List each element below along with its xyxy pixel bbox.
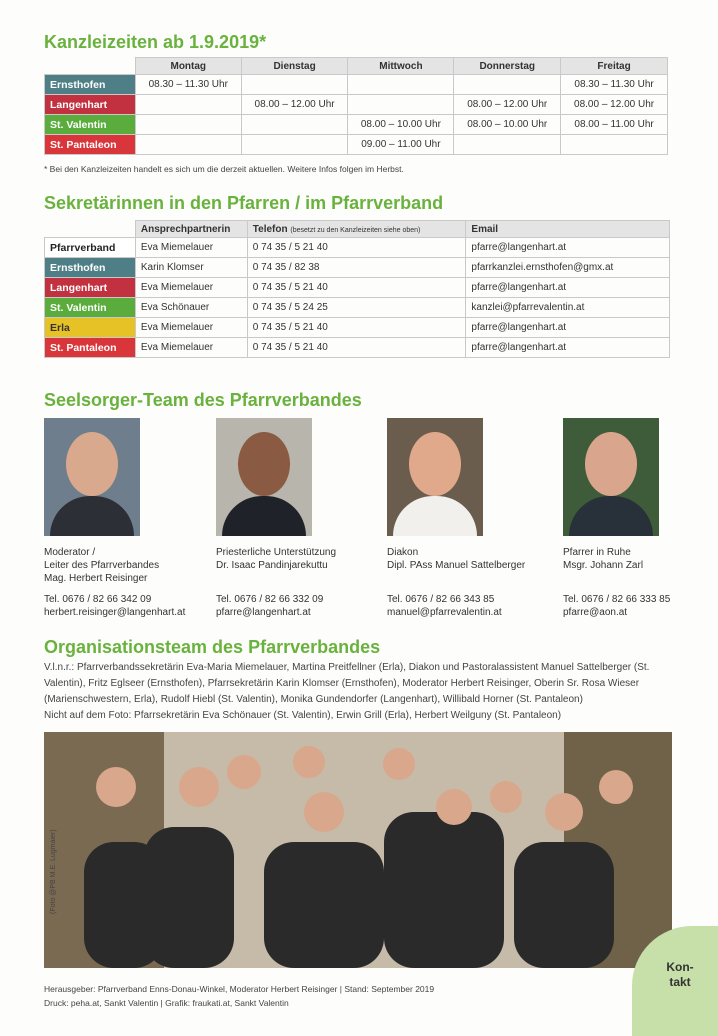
day-header: Mittwoch: [348, 58, 454, 75]
time-cell: 08.00 – 12.00 Uhr: [454, 95, 561, 115]
office-hours-title: Kanzleizeiten ab 1.9.2019*: [44, 32, 267, 52]
table-row: [45, 258, 670, 278]
time-cell: [241, 115, 348, 135]
office-hours-note: * Bei den Kanzleizeiten handelt es sich um die derzeit aktuellen. Weitere Infos folgen im Herbst.: [44, 164, 404, 174]
org-absent-line: Nicht auf dem Foto: Pfarrsekretärin Eva Schönauer (St. Valentin), Erwin Grill (Erla), Herbert Weilguny (St. Pantaleon): [44, 710, 562, 721]
member-role: Leiter des Pfarrverbandes: [44, 560, 160, 571]
parish-label: St. Valentin: [45, 298, 136, 318]
contact-cell: Eva Schönauer: [135, 298, 247, 318]
table-row: [45, 338, 670, 358]
email-cell: pfarre@langenhart.at: [466, 318, 670, 338]
secretaries-table: [44, 220, 670, 358]
table-row: [45, 135, 668, 155]
member-role: Moderator /: [44, 547, 96, 558]
org-members-line: V.l.n.r.: Pfarrverbandssekretärin Eva-Maria Miemelauer, Martina Preitfellner (Erla), Diakon und Pastoralassistent Manuel Sattelberger (St. Valentin), Fritz Eglseer (Ernsthofen), Pfarrsekretärin Karin Klomser (Ernsthofen), Moderator Herbert Reisinger, Oberin Sr. Rosa Wieser (Marienschwestern, Erla), Rudolf Hiebl (St. Valentin), Monika Gundendorfer (Langenhart), Willibald Horner (St. Pantaleon): [44, 662, 650, 705]
parish-label: Erla: [45, 318, 136, 338]
group-photo: [44, 732, 672, 968]
time-cell: 08.00 – 12.00 Uhr: [241, 95, 348, 115]
table-row: [45, 115, 668, 135]
day-header: Donnerstag: [454, 58, 561, 75]
parish-label: Ernsthofen: [45, 75, 136, 95]
imprint-print: Druck: peha.at, Sankt Valentin | Grafik: fraukati.at, Sankt Valentin: [44, 998, 289, 1008]
org-title: Organisationsteam des Pfarrverbandes: [44, 637, 381, 657]
email-cell: pfarre@langenhart.at: [466, 278, 670, 298]
corner-cell: [45, 221, 136, 238]
parish-label: St. Pantaleon: [45, 338, 136, 358]
member-email[interactable]: pfarre@aon.at: [563, 607, 628, 618]
member-name: Msgr. Johann Zarl: [563, 560, 644, 571]
tab-label: takt: [669, 975, 691, 989]
contact-cell: Eva Miemelauer: [135, 338, 247, 358]
parish-label: Ernsthofen: [45, 258, 136, 278]
member-phone: Tel. 0676 / 82 66 333 85: [563, 594, 671, 605]
portrait-photo: [387, 418, 483, 536]
email-cell: pfarrkanzlei.ernsthofen@gmx.at: [466, 258, 670, 278]
team-title: Seelsorger-Team des Pfarrverbandes: [44, 390, 362, 410]
table-row: [45, 318, 670, 338]
member-name: Dr. Isaac Pandinjarekuttu: [216, 560, 328, 571]
table-row: [45, 278, 670, 298]
email-cell: pfarre@langenhart.at: [466, 238, 670, 258]
member-email[interactable]: herbert.reisinger@langenhart.at: [44, 607, 186, 618]
team-member: [44, 418, 214, 619]
time-cell: [348, 95, 454, 115]
time-cell: [454, 75, 561, 95]
time-cell: 08.00 – 11.00 Uhr: [561, 115, 668, 135]
phone-cell: 0 74 35 / 5 21 40: [247, 318, 466, 338]
portrait-photo: [44, 418, 140, 536]
time-cell: 08.00 – 10.00 Uhr: [348, 115, 454, 135]
time-cell: [135, 115, 241, 135]
team-member: [216, 418, 386, 619]
tab-label: Kon-: [666, 960, 694, 974]
table-row: [45, 95, 668, 115]
day-header: Montag: [135, 58, 241, 75]
portrait-photo: [563, 418, 659, 536]
member-phone: Tel. 0676 / 82 66 332 09: [216, 594, 324, 605]
parish-label: Langenhart: [45, 95, 136, 115]
time-cell: 09.00 – 11.00 Uhr: [348, 135, 454, 155]
member-name: Mag. Herbert Reisinger: [44, 573, 148, 584]
time-cell: [135, 135, 241, 155]
time-cell: [454, 135, 561, 155]
imprint-publisher: Herausgeber: Pfarrverband Enns-Donau-Winkel, Moderator Herbert Reisinger | Stand: September 2019: [44, 984, 435, 994]
contact-cell: Eva Miemelauer: [135, 278, 247, 298]
time-cell: [241, 75, 348, 95]
contact-cell: Eva Miemelauer: [135, 238, 247, 258]
parish-label: Langenhart: [45, 278, 136, 298]
time-cell: 08.00 – 12.00 Uhr: [561, 95, 668, 115]
phone-cell: 0 74 35 / 5 21 40: [247, 338, 466, 358]
table-row: [45, 75, 668, 95]
secretaries-title: Sekretärinnen in den Pfarren / im Pfarrverband: [44, 193, 444, 213]
email-cell: pfarre@langenhart.at: [466, 338, 670, 358]
member-email[interactable]: pfarre@langenhart.at: [216, 607, 311, 618]
parish-label: Pfarrverband: [45, 238, 136, 258]
portrait-photo: [216, 418, 312, 536]
time-cell: [561, 135, 668, 155]
email-header: Email: [466, 221, 670, 238]
contact-cell: Karin Klomser: [135, 258, 247, 278]
member-role: Pfarrer in Ruhe: [563, 547, 631, 558]
member-name: Dipl. PAss Manuel Sattelberger: [387, 560, 526, 571]
time-cell: 08.00 – 10.00 Uhr: [454, 115, 561, 135]
phone-header: Telefon (besetzt zu den Kanzleizeiten siehe oben): [247, 221, 466, 238]
phone-cell: 0 74 35 / 5 21 40: [247, 238, 466, 258]
member-email[interactable]: manuel@pfarrevalentin.at: [387, 607, 502, 618]
imprint: [44, 982, 434, 1010]
day-header: Dienstag: [241, 58, 348, 75]
photo-credit: (Foto @PB M.E. Lugmaier): [50, 829, 57, 914]
time-cell: [135, 95, 241, 115]
contact-header: Ansprechpartnerin: [135, 221, 247, 238]
team-member: [563, 418, 713, 619]
office-hours-table: [44, 57, 668, 155]
corner-cell: [45, 58, 136, 75]
time-cell: [241, 135, 348, 155]
day-header: Freitag: [561, 58, 668, 75]
team-member: [387, 418, 557, 619]
member-phone: Tel. 0676 / 82 66 342 09: [44, 594, 152, 605]
table-row: [45, 238, 670, 258]
contact-cell: Eva Miemelauer: [135, 318, 247, 338]
parish-label: St. Valentin: [45, 115, 136, 135]
time-cell: 08.30 – 11.30 Uhr: [561, 75, 668, 95]
member-role: Priesterliche Unterstützung: [216, 547, 337, 558]
time-cell: [348, 75, 454, 95]
table-row: [45, 298, 670, 318]
time-cell: 08.30 – 11.30 Uhr: [135, 75, 241, 95]
parish-label: St. Pantaleon: [45, 135, 136, 155]
org-caption: [44, 660, 674, 724]
phone-cell: 0 74 35 / 5 21 40: [247, 278, 466, 298]
member-phone: Tel. 0676 / 82 66 343 85: [387, 594, 495, 605]
email-cell: kanzlei@pfarrevalentin.at: [466, 298, 670, 318]
group-photo-art: [44, 732, 672, 968]
phone-cell: 0 74 35 / 5 24 25: [247, 298, 466, 318]
member-role: Diakon: [387, 547, 419, 558]
phone-cell: 0 74 35 / 82 38: [247, 258, 466, 278]
